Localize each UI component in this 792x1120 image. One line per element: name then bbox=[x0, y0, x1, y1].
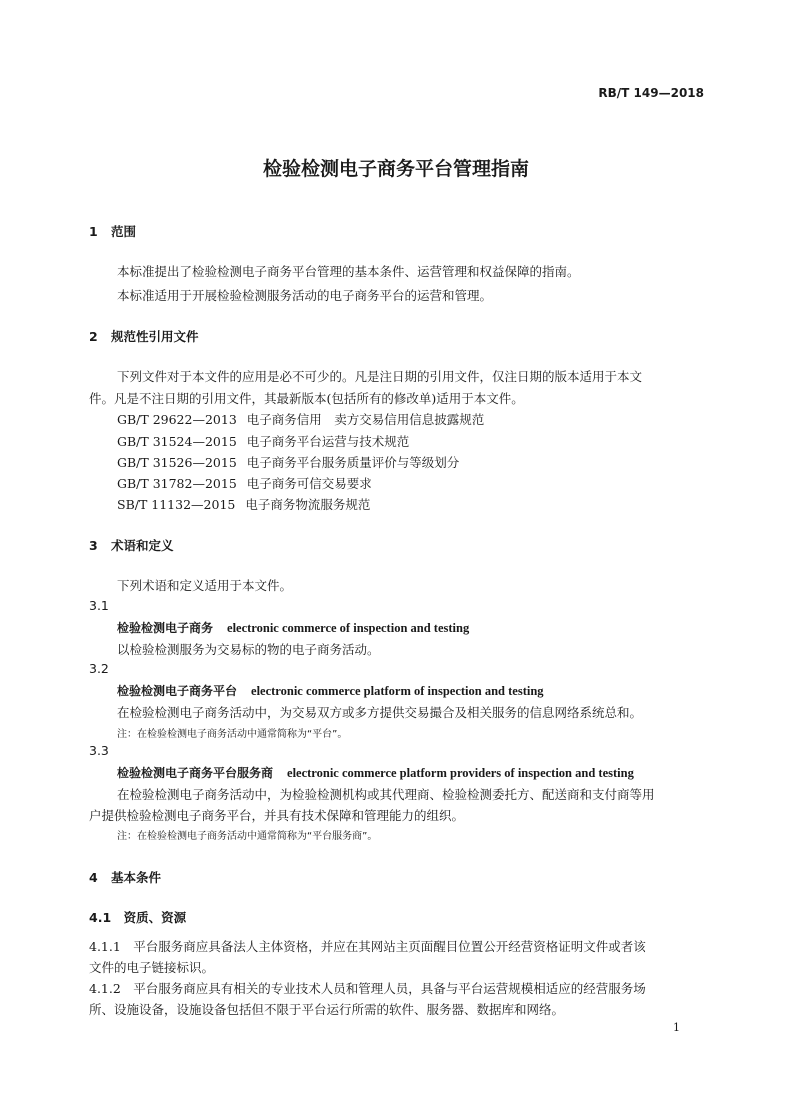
reference-item bbox=[117, 432, 409, 450]
term-zh: 检验检测电子商务平台 bbox=[117, 684, 238, 698]
term-heading bbox=[117, 682, 544, 699]
section-title: 规范性引用文件 bbox=[111, 329, 199, 344]
term-en: electronic commerce platform of inspection and testing bbox=[251, 684, 544, 698]
clause-continued: 所、设施设备，设施设备包括但不限于平台运行所需的软件、服务器、数据库和网络。 bbox=[89, 1002, 565, 1017]
ref-title: 电子商务物流服务规范 bbox=[245, 497, 371, 512]
page-title: 检验检测电子商务平台管理指南 bbox=[262, 158, 529, 180]
term-note: 注：在检验检测电子商务活动中通常简称为“平台服务商”。 bbox=[117, 831, 378, 842]
term-definition: 在检验检测电子商务活动中，为检验检测机构或其代理商、检验检测委托方、配送商和支付商等用 bbox=[117, 787, 655, 802]
ref-title: 电子商务平台服务质量评价与等级划分 bbox=[246, 455, 460, 470]
paragraph: 下列文件对于本文件的应用是必不可少的。凡是注日期的引用文件，仅注日期的版本适用于本文 bbox=[117, 369, 643, 384]
section-1-heading bbox=[89, 222, 136, 240]
ref-title: 电子商务信用 卖方交易信用信息披露规范 bbox=[246, 412, 485, 427]
paragraph: 下列术语和定义适用于本文件。 bbox=[117, 578, 293, 593]
page-number: 1 bbox=[673, 1021, 680, 1034]
term-definition: 以检验检测服务为交易标的物的电子商务活动。 bbox=[117, 642, 380, 657]
paragraph: 本标准适用于开展检验检测服务活动的电子商务平台的运营和管理。 bbox=[117, 288, 493, 303]
term-definition-continued: 户提供检验检测电子商务平台，并具有技术保障和管理能力的组织。 bbox=[89, 808, 465, 823]
ref-title: 电子商务可信交易要求 bbox=[246, 476, 372, 491]
paragraph: 本标准提出了检验检测电子商务平台管理的基本条件、运营管理和权益保障的指南。 bbox=[117, 264, 580, 279]
term-number: 3.2 bbox=[89, 661, 109, 676]
section-title: 范围 bbox=[111, 224, 137, 239]
section-number: 4 bbox=[89, 870, 98, 885]
reference-item bbox=[117, 495, 370, 513]
paragraph-continued: 件。凡是不注日期的引用文件，其最新版本(包括所有的修改单)适用于本文件。 bbox=[89, 391, 524, 406]
term-heading bbox=[117, 764, 634, 781]
term-en: electronic commerce platform providers of inspection and testing bbox=[287, 766, 634, 780]
section-title: 术语和定义 bbox=[111, 538, 174, 553]
term-number: 3.1 bbox=[89, 598, 109, 613]
clause-continued: 文件的电子链接标识。 bbox=[89, 960, 215, 975]
section-2-heading bbox=[89, 327, 199, 345]
reference-item bbox=[117, 474, 372, 492]
reference-item bbox=[117, 410, 484, 428]
ref-code: GB/T 29622—2013 bbox=[117, 412, 237, 427]
section-3-heading bbox=[89, 536, 174, 554]
section-number: 3 bbox=[89, 538, 98, 553]
term-heading bbox=[117, 619, 469, 636]
section-4-heading bbox=[89, 868, 161, 886]
ref-title: 电子商务平台运营与技术规范 bbox=[246, 434, 410, 449]
subsection-heading: 4.1 资质、资源 bbox=[89, 910, 187, 925]
term-number: 3.3 bbox=[89, 743, 109, 758]
ref-code: GB/T 31526—2015 bbox=[117, 455, 237, 470]
ref-code: GB/T 31782—2015 bbox=[117, 476, 237, 491]
standard-number: RB/T 149—2018 bbox=[598, 86, 704, 100]
ref-code: GB/T 31524—2015 bbox=[117, 434, 237, 449]
term-zh: 检验检测电子商务平台服务商 bbox=[117, 766, 274, 780]
clause: 4.1.1 平台服务商应具备法人主体资格，并应在其网站主页面醒目位置公开经营资格证明文件或者该 bbox=[89, 939, 646, 954]
section-number: 1 bbox=[89, 224, 98, 239]
reference-item bbox=[117, 453, 459, 471]
clause: 4.1.2 平台服务商应具有相关的专业技术人员和管理人员，具备与平台运营规模相适应的经营服务场 bbox=[89, 981, 646, 996]
term-definition: 在检验检测电子商务活动中，为交易双方或多方提供交易撮合及相关服务的信息网络系统总和。 bbox=[117, 705, 643, 720]
section-number: 2 bbox=[89, 329, 98, 344]
term-zh: 检验检测电子商务 bbox=[117, 621, 214, 635]
term-en: electronic commerce of inspection and testing bbox=[227, 621, 470, 635]
ref-code: SB/T 11132—2015 bbox=[117, 497, 236, 512]
term-note: 注：在检验检测电子商务活动中通常简称为“平台”。 bbox=[117, 729, 348, 740]
section-title: 基本条件 bbox=[111, 870, 162, 885]
